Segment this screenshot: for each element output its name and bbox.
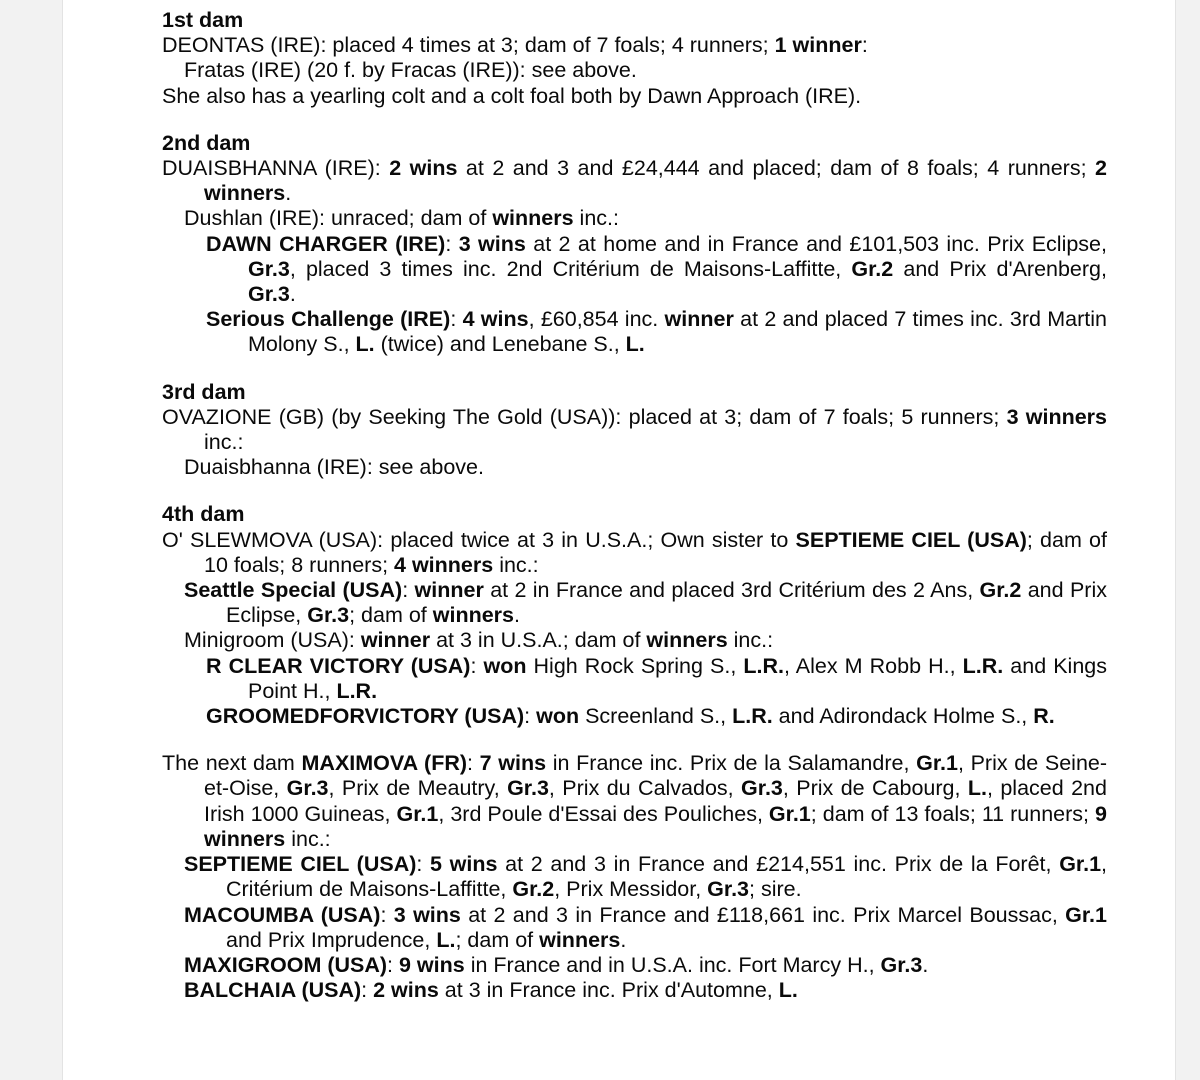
body-text: and Kings Point H., — [248, 653, 1107, 703]
emphasis-text: L. — [967, 776, 987, 801]
body-text: Minigroom (USA): — [184, 628, 361, 653]
emphasis-text: L. — [778, 978, 798, 1003]
pedigree-entry — [162, 528, 1107, 578]
emphasis-text: SEPTIEME CIEL (USA) — [795, 527, 1027, 552]
body-text: in France inc. Prix de la Salamandre, — [546, 751, 917, 776]
pedigree-entry — [162, 58, 1107, 83]
emphasis-text: winners — [492, 206, 574, 231]
emphasis-text: L.R. — [743, 653, 784, 678]
body-text: ; dam of 10 foals; 8 runners; — [204, 527, 1107, 577]
body-text: inc.: — [204, 430, 244, 455]
body-text: : — [524, 704, 537, 729]
emphasis-text: R CLEAR VICTORY (USA) — [206, 653, 471, 678]
body-text: : — [361, 978, 374, 1003]
section-spacer — [162, 480, 1107, 502]
body-text: (twice) and Lenebane S., — [374, 332, 626, 357]
body-text: : — [387, 952, 399, 977]
section-spacer — [162, 109, 1107, 131]
emphasis-text: L. — [436, 927, 456, 952]
body-text: at 2 and 3 in France and £214,551 inc. Prix de la Forêt, — [497, 852, 1060, 877]
body-text: and Prix d'Arenberg, — [893, 256, 1107, 281]
pedigree-entry — [162, 33, 1107, 58]
body-text: , Alex M Robb H., — [783, 653, 963, 678]
emphasis-text: L.R. — [732, 704, 773, 729]
body-text: inc.: — [493, 552, 539, 577]
body-text: in France and in U.S.A. inc. Fort Marcy H., — [464, 952, 881, 977]
body-text: : — [467, 751, 480, 776]
emphasis-text: MAXIGROOM (USA) — [184, 952, 388, 977]
pedigree-entry — [162, 84, 1107, 109]
emphasis-text: 9 wins — [399, 952, 465, 977]
body-text: at 2 and 3 in France and £118,661 inc. Prix Marcel Boussac, — [460, 902, 1066, 927]
body-text: inc.: — [727, 628, 774, 653]
emphasis-text: 2 winners — [204, 156, 1108, 206]
body-text: , placed 2nd Irish 1000 Guineas, — [204, 776, 1107, 826]
pedigree-section-fourth-dam — [162, 502, 1107, 729]
emphasis-text: 7 wins — [479, 751, 547, 776]
body-text: inc.: — [573, 206, 619, 231]
body-text: ; dam of 13 foals; 11 runners; — [810, 801, 1096, 826]
emphasis-text: GROOMEDFORVICTORY (USA) — [206, 704, 525, 729]
body-text: and Prix Imprudence, — [226, 927, 437, 952]
emphasis-text: L.R. — [962, 653, 1004, 678]
body-text: . — [922, 952, 929, 977]
emphasis-text: Seattle Special (USA) — [184, 578, 403, 603]
body-text: Duaisbhanna (IRE): see above. — [184, 455, 484, 480]
pedigree-entry — [162, 654, 1107, 704]
section-heading: 1st dam — [162, 8, 244, 32]
emphasis-text: Gr.3 — [307, 603, 350, 628]
body-text: and Prix Eclipse, — [226, 578, 1107, 628]
body-text: . — [285, 181, 292, 206]
body-text: at 3 in U.S.A.; dam of — [430, 628, 647, 653]
body-text: The next dam — [162, 751, 302, 776]
emphasis-text: won — [483, 653, 527, 678]
pedigree-entry — [162, 903, 1107, 953]
body-text: She also has a yearling colt and a colt foal both by Dawn Approach (IRE). — [162, 83, 862, 108]
body-text: ; dam of — [349, 603, 433, 628]
body-text: , Prix de Cabourg, — [782, 776, 968, 801]
pedigree-entry — [162, 953, 1107, 978]
emphasis-text: MAXIMOVA (FR) — [301, 751, 468, 776]
emphasis-text: 4 winners — [394, 552, 494, 577]
emphasis-text: Gr.3 — [707, 877, 750, 902]
body-text: Dushlan (IRE): unraced; dam of — [184, 206, 493, 231]
body-text: at 2 and placed 7 times inc. 3rd Martin Molony S., — [248, 307, 1107, 357]
body-text: , Critérium de Maisons-Laffitte, — [226, 852, 1108, 902]
pedigree-entry — [162, 978, 1107, 1003]
section-heading: 2nd dam — [162, 130, 251, 155]
body-text: at 3 in France inc. Prix d'Automne, — [438, 978, 779, 1003]
section-spacer — [162, 729, 1107, 751]
pedigree-text-body — [162, 8, 1107, 1003]
emphasis-text: winners — [646, 628, 728, 653]
body-text: . — [289, 282, 296, 307]
emphasis-text: 2 wins — [389, 156, 458, 181]
emphasis-text: Gr.1 — [1065, 902, 1107, 927]
emphasis-text: DAWN CHARGER (IRE) — [206, 231, 446, 256]
pedigree-section-first-dam — [162, 8, 1107, 109]
emphasis-text: BALCHAIA (USA) — [184, 978, 362, 1003]
body-text: , £60,854 inc. — [528, 307, 665, 332]
emphasis-text: L.R. — [336, 678, 378, 703]
emphasis-text: Gr.3 — [248, 256, 290, 281]
emphasis-text: Gr.1 — [396, 801, 439, 826]
body-text: , Prix du Calvados, — [548, 776, 742, 801]
emphasis-text: Gr.3 — [741, 776, 783, 801]
body-text: High Rock Spring S., — [526, 653, 744, 678]
body-text: , Prix de Meautry, — [328, 776, 508, 801]
body-text: : — [861, 33, 868, 58]
pedigree-entry — [162, 455, 1107, 480]
section-heading: 4th dam — [162, 502, 245, 527]
body-text: at 2 in France and placed 3rd Critérium des 2 Ans, — [483, 578, 980, 603]
emphasis-text: winner — [414, 578, 484, 603]
emphasis-text: winners — [539, 927, 621, 952]
pedigree-section-next-dam — [162, 751, 1107, 1003]
body-text: O' SLEWMOVA (USA): placed twice at 3 in U.S.A.; Own sister to — [162, 527, 796, 552]
emphasis-text: 2 wins — [373, 978, 439, 1003]
pedigree-entry — [162, 405, 1107, 455]
body-text: , placed 3 times inc. 2nd Critérium de Maisons-Laffitte, — [289, 256, 852, 281]
body-text: DUAISBHANNA (IRE): — [162, 156, 390, 181]
body-text: , 3rd Poule d'Essai des Pouliches, — [438, 801, 769, 826]
document-page — [63, 0, 1175, 1080]
pedigree-entry — [162, 704, 1107, 729]
body-text: at 2 at home and in France and £101,503 inc. Prix Eclipse, — [525, 231, 1107, 256]
body-text: ; sire. — [749, 877, 802, 902]
emphasis-text: L. — [625, 332, 645, 357]
body-text: inc.: — [285, 826, 331, 851]
emphasis-text: Gr.2 — [979, 578, 1022, 603]
emphasis-text: 4 wins — [462, 307, 529, 332]
emphasis-text: 5 wins — [430, 852, 498, 877]
emphasis-text: winners — [432, 603, 515, 628]
body-text: and Adirondack Holme S., — [772, 704, 1034, 729]
emphasis-text: 3 winners — [1006, 404, 1107, 429]
pedigree-section-second-dam — [162, 131, 1107, 358]
section-heading: 3rd dam — [162, 379, 246, 404]
pedigree-entry — [162, 578, 1107, 628]
body-text: OVAZIONE (GB) (by Seeking The Gold (USA)): placed at 3; dam of 7 foals; 5 runners; — [162, 404, 1007, 429]
body-text: at 2 and 3 and £24,444 and placed; dam of 8 foals; 4 runners; — [457, 156, 1096, 181]
pedigree-entry — [162, 232, 1107, 308]
emphasis-text: 3 wins — [393, 902, 461, 927]
pedigree-entry — [162, 307, 1107, 357]
section-spacer — [162, 358, 1107, 380]
emphasis-text: Gr.3 — [286, 776, 329, 801]
pedigree-entry — [162, 751, 1107, 852]
body-text: Fratas (IRE) (20 f. by Fracas (IRE)): see above. — [184, 58, 637, 83]
emphasis-text: Gr.2 — [512, 877, 555, 902]
emphasis-text: 3 wins — [458, 231, 526, 256]
body-text: : — [416, 852, 431, 877]
body-text: . — [514, 603, 520, 628]
emphasis-text: Gr.1 — [916, 751, 958, 776]
emphasis-text: L. — [355, 332, 375, 357]
body-text: : — [470, 653, 484, 678]
pedigree-section-third-dam — [162, 380, 1107, 481]
pedigree-entry — [162, 156, 1107, 206]
emphasis-text: Gr.3 — [880, 952, 923, 977]
emphasis-text: R. — [1033, 704, 1055, 729]
body-text: DEONTAS (IRE): placed 4 times at 3; dam of 7 foals; 4 runners; — [162, 33, 775, 58]
body-text: Screenland S., — [579, 704, 733, 729]
body-text: . — [620, 927, 627, 952]
body-text: , Prix de Seine-et-Oise, — [204, 751, 1108, 801]
emphasis-text: Gr.3 — [248, 282, 290, 307]
emphasis-text: Serious Challenge (IRE) — [206, 307, 451, 332]
emphasis-text: SEPTIEME CIEL (USA) — [184, 852, 417, 877]
body-text: : — [380, 902, 394, 927]
pedigree-entry — [162, 206, 1107, 231]
body-text: : — [450, 307, 463, 332]
body-text: : — [402, 578, 415, 603]
pedigree-entry — [162, 628, 1107, 653]
pedigree-entry — [162, 852, 1107, 902]
body-text: ; dam of — [455, 927, 540, 952]
emphasis-text: Gr.1 — [1059, 852, 1102, 877]
emphasis-text: 1 winner — [774, 33, 862, 58]
emphasis-text: winner — [360, 628, 431, 653]
emphasis-text: won — [536, 704, 580, 729]
emphasis-text: winner — [664, 307, 734, 332]
body-text: , Prix Messidor, — [554, 877, 708, 902]
emphasis-text: 9 winners — [204, 801, 1107, 851]
emphasis-text: MACOUMBA (USA) — [184, 902, 381, 927]
emphasis-text: Gr.3 — [507, 776, 549, 801]
body-text: : — [445, 231, 459, 256]
emphasis-text: Gr.2 — [851, 256, 894, 281]
emphasis-text: Gr.1 — [768, 801, 811, 826]
